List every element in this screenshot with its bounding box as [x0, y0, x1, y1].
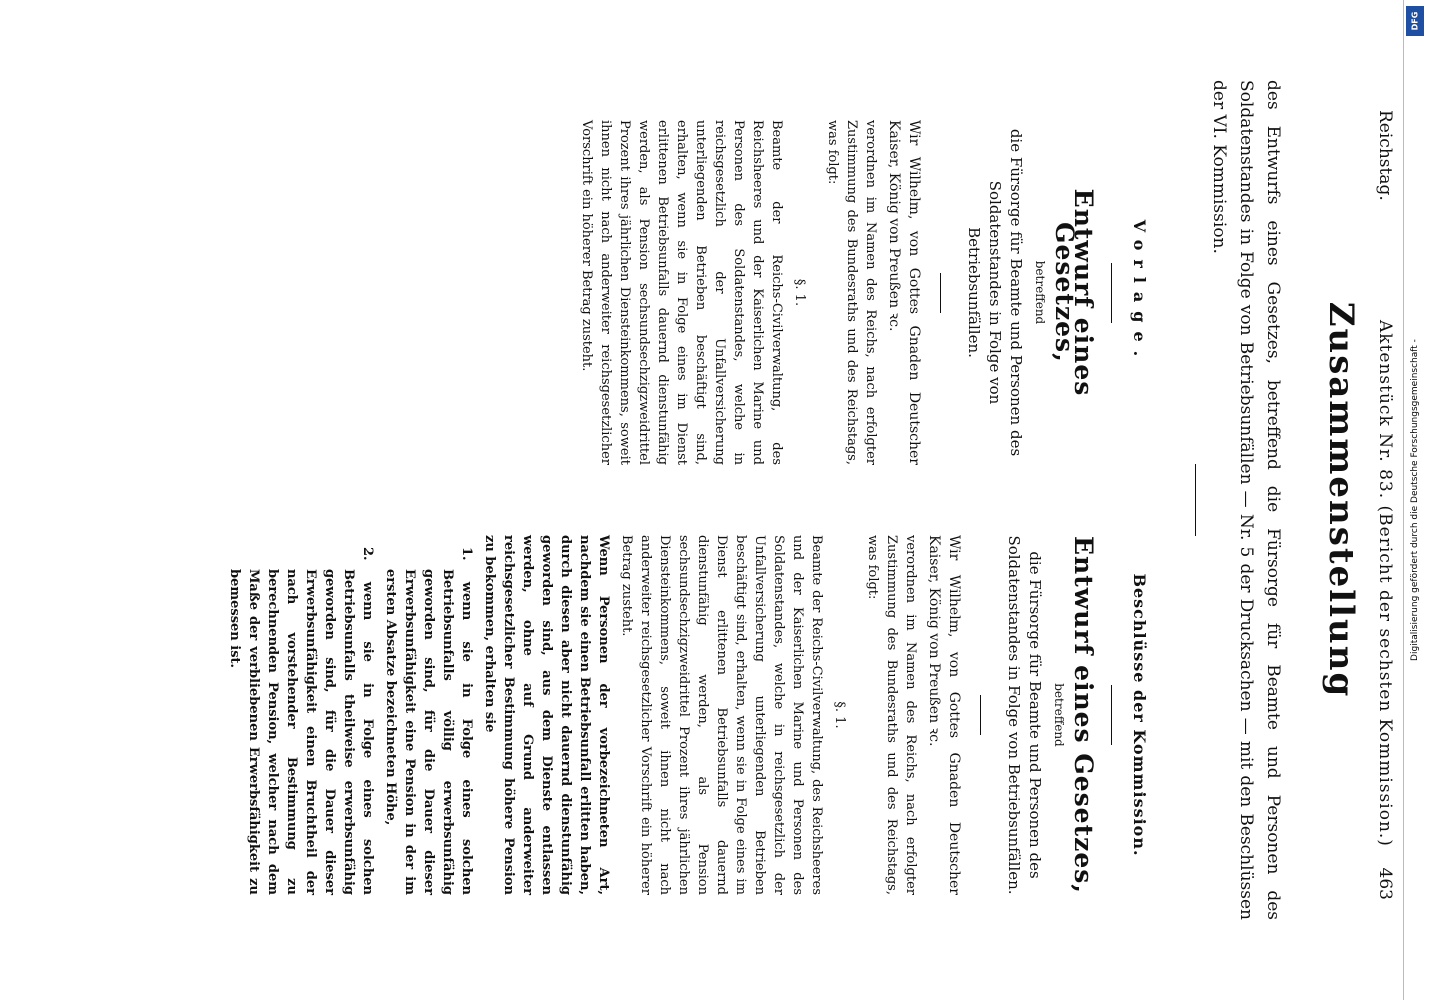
paragraph-text-left: Beamte der Reichs-Civilverwaltung, des Reichsheeres und der Kaiserlichen Marine und Personen des Soldatenstandes, welche in reichsgesetzlich der Unfallversicherung unterliegenden Betrieben beschäftigt sind, erhalten, wenn sie in Folge eines im Dienst erlittenen Betriebsunfalls dauernd dienstunfähig werden, als Pension sechsundsechzigzweidrittel Prozent ihres jährlichen Diensteinkommens, soweit ihnen nicht nach anderweiter reichsgesetzlicher Vorschrift ein höherer Betrag zusteht.: [579, 120, 784, 465]
page-header: [1361, 40, 1401, 960]
betreffend-right: betreffend: [1052, 683, 1066, 747]
amendment-item-2: 2. wenn sie in Folge eines solchen Betriebsunfalls theilweise erwerbsunfähig geworden sind, für die Dauer dieser Erwerbsunfähigkeit einen Bruchtheil der nach vorstehender Bestimmung zu berechnenden Pension, welcher nach dem Maße der verbliebenen Erwerbsfähigkeit zu bemessen ist.: [227, 547, 375, 895]
column-heading-right: Beschlüsse der Kommission.: [1130, 573, 1149, 857]
betreffend-left: betreffend: [1033, 260, 1047, 325]
title-rule: [1195, 464, 1196, 536]
column-vorlage: [573, 120, 1149, 465]
document-page: [31, 40, 1401, 960]
section-rule-left: [940, 273, 941, 313]
verordnen-left: verordnen im Namen des Reichs, nach erfolgter Zustimmung des Bundesraths und des Reichstags, was folgt:: [825, 120, 878, 465]
paragraph-text-right: Beamte der Reichs-Civilverwaltung, des Reichsheeres und der Kaiserlichen Marine und Personen des Soldatenstandes, welche in reichsgesetzlich der Unfallversicherung unterliegenden Betrieben beschäftigt sind, erhalten, wenn sie in Folge eines im Dienst erlittenen Betriebsunfalls dauernd dienstunfähig werden, als Pension sechsundsechzigzweidrittel Prozent ihres jährlichen Diensteinkommens, soweit ihnen nicht nach anderweiter reichsgesetzlicher Vorschrift ein höherer Betrag zusteht.: [619, 535, 824, 895]
wir-right: Wir Wilhelm, von Gottes Gnaden Deutscher Kaiser, König von Preußen ꝛc.: [926, 535, 962, 895]
subject-left: die Fürsorge für Beamte und Personen des Soldatenstandes in Folge von Betriebsunfällen.: [965, 128, 1025, 457]
intro-text: des Entwurfs eines Gesetzes, betreffend die Fürsorge für Beamte und Personen des Soldatenstandes in Folge von Betriebsunfällen — Nr. 5 der Drucksachen — mit den Beschlüssen der VI. Kommission.: [1209, 80, 1283, 920]
dfg-logo-icon: [1406, 6, 1424, 36]
wir-left: Wir Wilhelm, von Gottes Gnaden Deutscher Kaiser, König von Preußen ꝛc.: [886, 120, 922, 465]
paragraph-number-left: §. 1.: [792, 278, 807, 307]
entwurf-title-left: Entwurf eines Gesetzes,: [1050, 188, 1098, 397]
column-beschluesse: [221, 535, 1149, 895]
scan-margin-line: [1403, 0, 1404, 1000]
subject-right: die Fürsorge für Beamte und Personen des Soldatenstandes in Folge von Betriebsunfällen.: [1005, 535, 1044, 895]
dfg-credit-text: Digitalisierung gefördert durch die Deutsche Forschungsgemeinschaft -: [1410, 339, 1420, 661]
column-heading-left: Vorlage.: [1130, 219, 1149, 366]
dfg-sidebar: [1406, 0, 1424, 1000]
amendment-item-1: 1. wenn sie in Folge eines solchen Betriebsunfalls völlig erwerbsunfähig geworden sind, für die Dauer dieser Erwerbsunfähigkeit eine Pension in der im ersten Absatze bezeichneten Höhe,: [383, 547, 474, 895]
dfg-logo-label: DFG: [1410, 11, 1420, 31]
header-left: Reichstag.: [1375, 110, 1395, 201]
paragraph-number-right: §. 1.: [832, 701, 847, 729]
entwurf-title-right: Entwurf eines Gesetzes,: [1069, 535, 1098, 895]
page-number: 463: [1375, 867, 1395, 900]
document-title: Zusammenstellung: [1321, 301, 1361, 699]
verordnen-right: verordnen im Namen des Reichs, nach erfolgter Zustimmung des Bundesraths und des Reichstags, was folgt:: [865, 535, 918, 895]
heading-rule-left: [1111, 263, 1112, 323]
heading-rule-right: [1111, 685, 1112, 745]
amendment-text: Wenn Personen der vorbezeichneten Art, nachdem sie einen Betriebsunfall erlitten haben, durch diesen aber nicht dauernd dienstunfähig geworden sind, aus dem Dienste entlassen werden, ohne auf Grund anderweiter reichsgesetzlicher Bestimmung höhere Pension zu bekommen, erhalten sie: [482, 535, 611, 895]
header-center: Aktenstück Nr. 83. (Bericht der sechsten Kommission.): [1375, 320, 1395, 847]
section-rule-right: [980, 695, 981, 735]
